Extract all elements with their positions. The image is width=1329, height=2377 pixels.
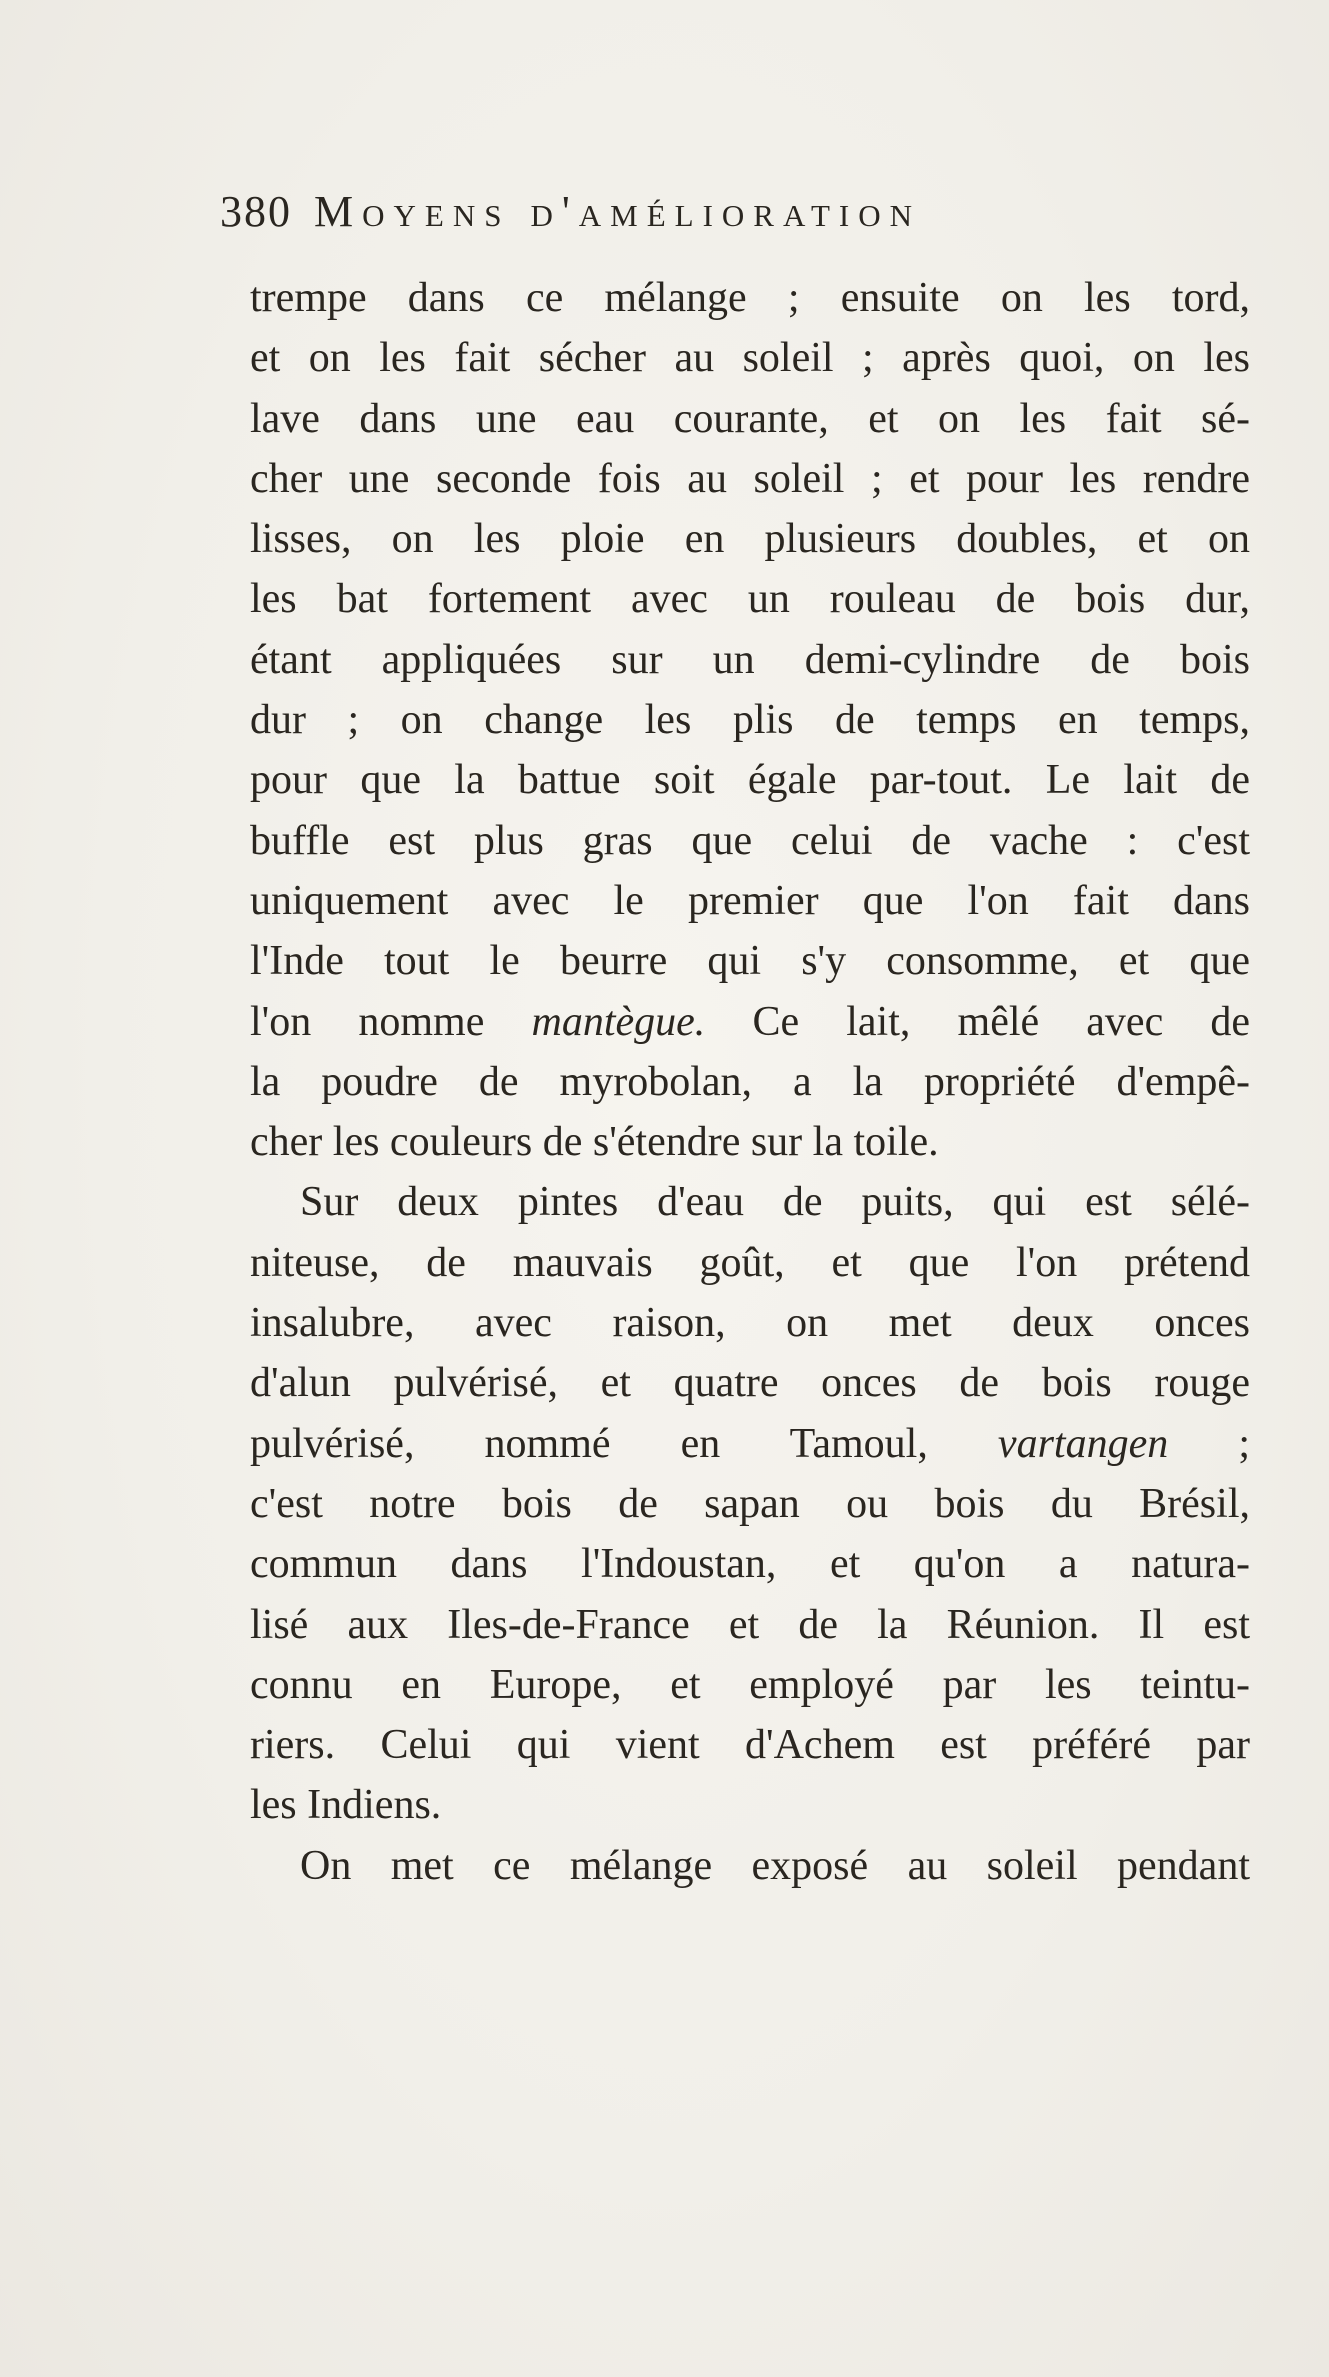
text-line: dur ; on change les plis de temps en temps, [250, 697, 1250, 744]
italic-term: vartangen [997, 1420, 1169, 1467]
text-line [250, 992, 1250, 1052]
text-line: connu en Europe, et employé par les teintu- [250, 1661, 1250, 1708]
page-number: 380 [220, 187, 292, 236]
text-line: et on les fait sécher au soleil ; après quoi, on les [250, 335, 1250, 382]
text-line: pour que la battue soit égale par-tout. Le lait de [250, 757, 1250, 804]
text-line: insalubre, avec raison, on met deux onces [250, 1300, 1250, 1347]
text-line: On met ce mélange exposé au soleil pendant [300, 1842, 1250, 1889]
text-line: buffle est plus gras que celui de vache : c'est [250, 817, 1250, 864]
text-segment: ; [1168, 1420, 1250, 1467]
text-line: les Indiens. [250, 1782, 442, 1829]
text-line [250, 1414, 1250, 1474]
text-line: lisé aux Iles-de-France et de la Réunion. Il est [250, 1601, 1250, 1648]
text-line: lisses, on les ploie en plusieurs doubles, et on [250, 516, 1250, 563]
text-line: cher les couleurs de s'étendre sur la toile. [250, 1119, 939, 1166]
running-title: Moyens d'amélioration [314, 187, 921, 236]
text-line: trempe dans ce mélange ; ensuite on les tord, [250, 275, 1250, 321]
text-line: niteuse, de mauvais goût, et que l'on prétend [250, 1239, 1250, 1286]
body-text [250, 268, 1250, 1896]
text-line: uniquement avec le premier que l'on fait dans [250, 877, 1250, 924]
italic-term: mantègue. [531, 998, 706, 1045]
text-line: la poudre de myrobolan, a la propriété d'empê- [250, 1058, 1250, 1105]
text-segment: pulvérisé, nommé en Tamoul, [250, 1420, 998, 1467]
text-line: Sur deux pintes d'eau de puits, qui est sélé- [300, 1179, 1250, 1226]
text-line: cher une seconde fois au soleil ; et pour les rendre [250, 455, 1250, 502]
text-line: étant appliquées sur un demi-cylindre de bois [250, 636, 1250, 683]
text-segment: l'on nomme [250, 998, 532, 1045]
text-line: riers. Celui qui vient d'Achem est préféré par [250, 1722, 1250, 1769]
text-segment: Ce lait, mêlé avec de [705, 998, 1250, 1045]
text-line: commun dans l'Indoustan, et qu'on a natura- [250, 1541, 1250, 1588]
text-line: l'Inde tout le beurre qui s'y consomme, et que [250, 938, 1250, 985]
text-line: c'est notre bois de sapan ou bois du Brésil, [250, 1480, 1250, 1527]
text-line: les bat fortement avec un rouleau de bois dur, [250, 576, 1250, 623]
running-head [220, 186, 1250, 246]
text-line: d'alun pulvérisé, et quatre onces de bois rouge [250, 1360, 1250, 1407]
text-line: lave dans une eau courante, et on les fait sé- [250, 395, 1250, 442]
